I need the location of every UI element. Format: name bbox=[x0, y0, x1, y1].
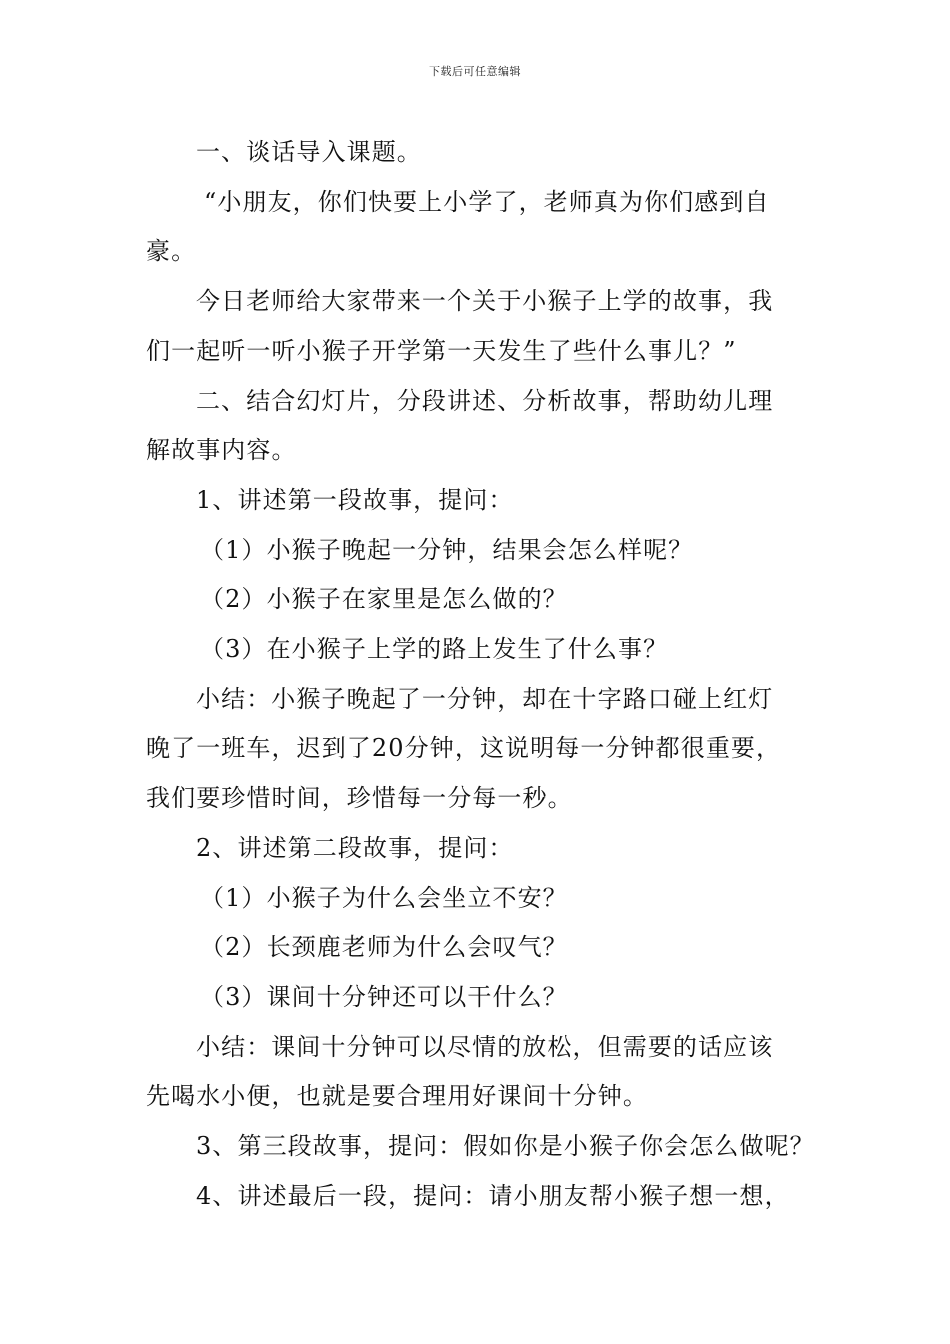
question-item: （2）小猴子在家里是怎么做的？ bbox=[200, 585, 568, 614]
page-header: 下载后可任意编辑 bbox=[429, 65, 521, 78]
summary-line: 小结：课间十分钟可以尽情的放松，但需要的话应该 bbox=[196, 1032, 774, 1061]
paragraph-line: “小朋友，你们快要上小学了，老师真为你们感到自 bbox=[204, 187, 770, 216]
paragraph-line: 豪。 bbox=[146, 237, 197, 266]
question-item: （2）长颈鹿老师为什么会叹气？ bbox=[200, 933, 568, 962]
summary-line: 先喝水小便，也就是要合理用好课间十分钟。 bbox=[146, 1082, 648, 1111]
summary-line: 晚了一班车，迟到了20分钟，这说明每一分钟都很重要， bbox=[146, 734, 782, 763]
summary-line: 小结：小猴子晚起了一分钟，却在十字路口碰上红灯 bbox=[196, 684, 774, 713]
list-item: 1、讲述第一段故事，提问： bbox=[196, 485, 514, 514]
section-heading-2: 二、结合幻灯片，分段讲述、分析故事，帮助幼儿理 bbox=[196, 386, 774, 415]
document-body bbox=[146, 128, 815, 1221]
summary-line: 我们要珍惜时间，珍惜每一分每一秒。 bbox=[146, 784, 573, 813]
paragraph-line: 们一起听一听小猴子开学第一天发生了些什么事儿？” bbox=[146, 336, 737, 365]
list-item: 2、讲述第二段故事，提问： bbox=[196, 833, 514, 862]
list-item: 4、讲述最后一段，提问：请小朋友帮小猴子想一想， bbox=[196, 1181, 790, 1210]
question-item: （3）课间十分钟还可以干什么？ bbox=[200, 982, 568, 1011]
question-item: （3）在小猴子上学的路上发生了什么事？ bbox=[200, 635, 669, 664]
paragraph-line: 解故事内容。 bbox=[146, 436, 297, 465]
list-item: 3、第三段故事，提问：假如你是小猴子你会怎么做呢？ bbox=[196, 1132, 815, 1161]
question-item: （1）小猴子为什么会坐立不安？ bbox=[200, 883, 568, 912]
section-heading-1: 一、谈话导入课题。 bbox=[196, 138, 422, 166]
question-item: （1）小猴子晚起一分钟，结果会怎么样呢？ bbox=[200, 535, 694, 564]
paragraph-line: 今日老师给大家带来一个关于小猴子上学的故事，我 bbox=[196, 287, 774, 316]
